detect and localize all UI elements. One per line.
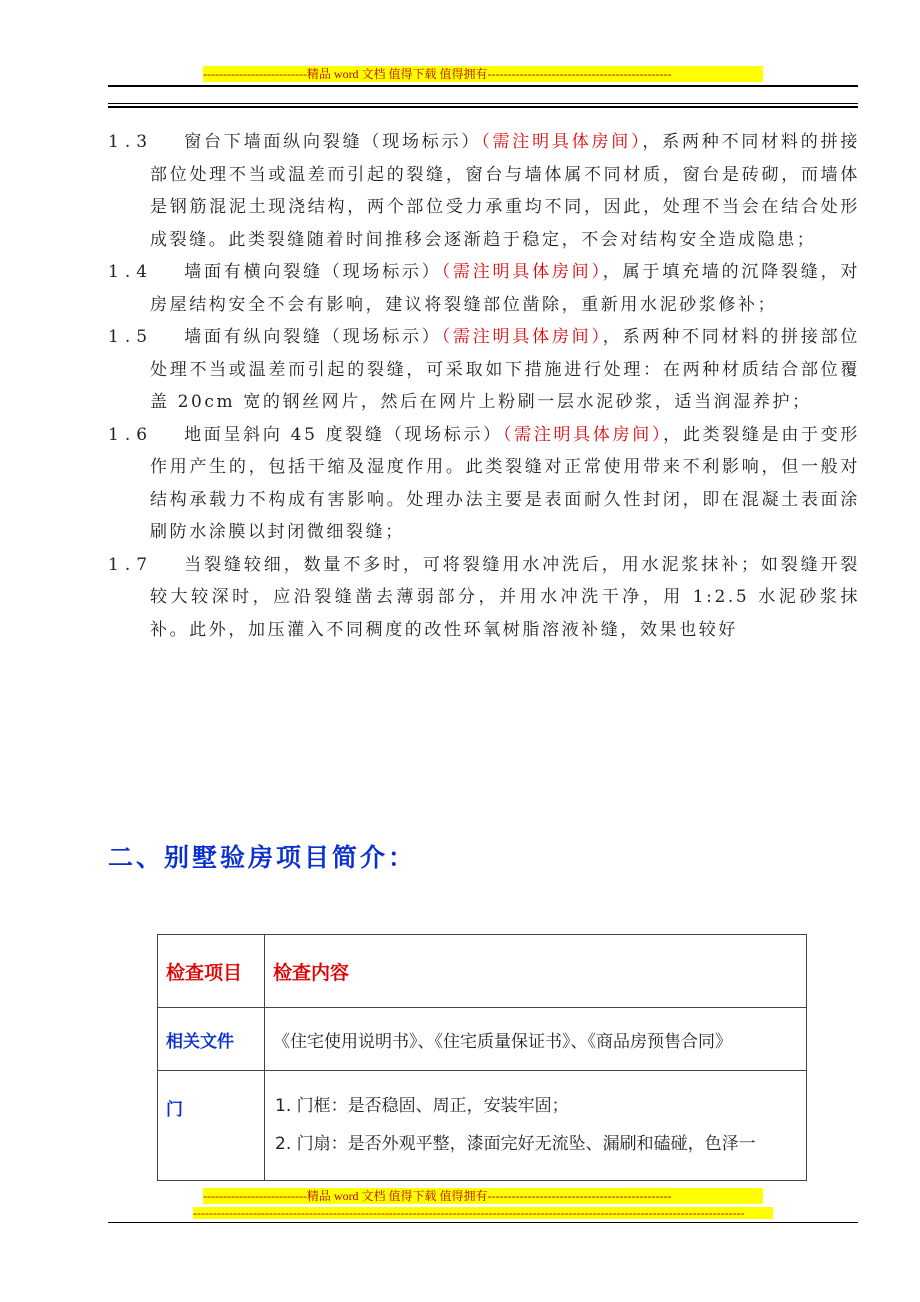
footer-banner: --------------------------精品 word 文档 值得下载 值得拥有---------------------------------------------- bbox=[203, 1188, 763, 1204]
crack-items-list bbox=[108, 126, 860, 646]
list-item bbox=[108, 419, 860, 549]
item-text: ，系两种不同材料的拼接部位处理不当或温差而引起的裂缝，可采取如下措施进行处理：在两种材质结合部位覆盖 20cm 宽的钢丝网片，然后在网片上粉刷一层水泥砂浆，适当润湿养护； bbox=[150, 327, 860, 412]
item-text: ，系两种不同材料的拼接部位处理不当或温差而引起的裂缝，窗台与墙体属不同材质，窗台是砖砌，而墙体是钢筋混泥土现浇结构，两个部位受力承重均不同，因此，处理不当会在结合处形成裂缝。此类裂缝随着时间推移会逐渐趋于稳定，不会对结构安全造成隐患； bbox=[150, 132, 861, 250]
row-content bbox=[265, 1071, 807, 1181]
item-lead: 地面呈斜向 45 度裂缝（现场标示） bbox=[184, 424, 503, 445]
item-number: 1.5 bbox=[108, 327, 154, 347]
section-title: 二、别墅验房项目简介： bbox=[108, 843, 417, 872]
inspection-table bbox=[157, 934, 807, 1181]
item-note: （需注明具体房间） bbox=[441, 327, 603, 347]
footer-rule bbox=[108, 1222, 858, 1223]
table-row bbox=[158, 1008, 807, 1071]
column-header: 检查项目 bbox=[158, 935, 265, 1008]
column-header: 检查内容 bbox=[265, 935, 807, 1008]
item-note: （需注明具体房间） bbox=[441, 262, 603, 282]
footer-banner-dashes: ------------------------------------------------------------------------------------------------------------------------------------------ bbox=[193, 1207, 773, 1219]
header-rule-double-bold bbox=[108, 106, 858, 108]
item-text: ，属于填充墙的沉降裂缝，对房屋结构安全不会有影响，建议将裂缝部位凿除，重新用水泥砂浆修补； bbox=[150, 262, 860, 315]
list-item bbox=[108, 126, 860, 256]
item-note: （需注明具体房间） bbox=[502, 424, 664, 445]
content-line: 2. 门扇：是否外观平整，漆面完好无流坠、漏刷和磕碰，色泽一 bbox=[275, 1134, 756, 1154]
item-number: 1.6 bbox=[108, 424, 154, 445]
table-header-row bbox=[158, 935, 807, 1008]
item-number: 1.4 bbox=[108, 262, 154, 282]
item-lead: 窗台下墙面纵向裂缝（现场标示） bbox=[184, 132, 482, 152]
row-content: 《住宅使用说明书》、《住宅质量保证书》、《商品房预售合同》 bbox=[265, 1008, 807, 1071]
list-item bbox=[108, 256, 860, 321]
item-lead: 墙面有纵向裂缝（现场标示） bbox=[184, 327, 442, 347]
item-number: 1.3 bbox=[108, 132, 154, 152]
list-item bbox=[108, 549, 860, 647]
table-row bbox=[158, 1071, 807, 1181]
item-note: （需注明具体房间） bbox=[481, 132, 643, 152]
row-item: 相关文件 bbox=[158, 1008, 265, 1071]
row-item: 门 bbox=[158, 1071, 265, 1181]
item-text: ，此类裂缝是由于变形作用产生的，包括干缩及湿度作用。此类裂缝对正常使用带来不利影响，但一般对结构承载力不构成有害影响。处理办法主要是表面耐久性封闭，即在混凝土表面涂刷防水涂膜以封闭微细裂缝； bbox=[150, 424, 860, 542]
header-rule bbox=[108, 85, 858, 87]
item-lead: 墙面有横向裂缝（现场标示） bbox=[184, 262, 442, 282]
list-item bbox=[108, 321, 860, 419]
header-banner: --------------------------精品 word 文档 值得下载 值得拥有---------------------------------------------- bbox=[203, 66, 763, 82]
item-lead: 当裂缝较细，数量不多时，可将裂缝用水冲洗后，用水泥浆抹补；如裂缝开裂较大较深时，应沿裂缝凿去薄弱部分，并用水冲洗干净，用 1:2.5 水泥砂浆抹补。此外，加压灌入不同稠度的改性环氧树脂溶液补缝，效果也较好 bbox=[150, 554, 860, 640]
header-rule-double bbox=[108, 103, 858, 104]
item-number: 1.7 bbox=[108, 554, 154, 575]
content-line: 1. 门框：是否稳固、周正，安装牢固； bbox=[275, 1096, 569, 1116]
